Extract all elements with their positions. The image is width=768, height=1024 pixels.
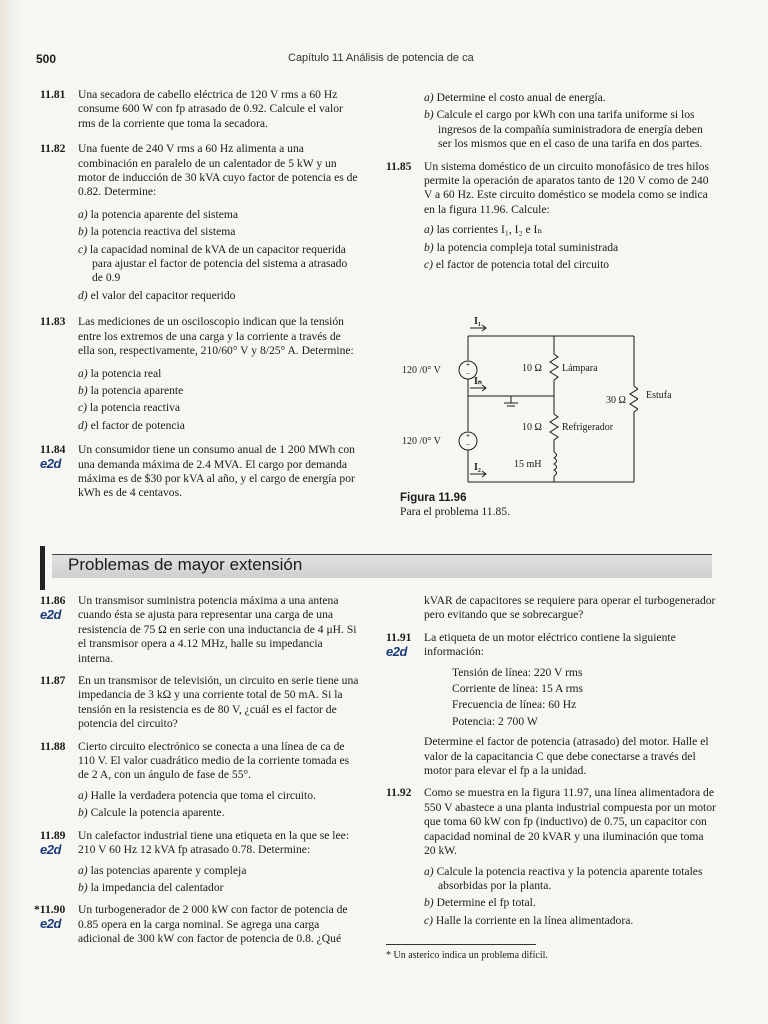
label-r2: 10 Ω: [522, 422, 542, 433]
problem-11-83: [40, 315, 360, 433]
section-bar: [40, 546, 45, 590]
list-item: c) la potencia reactiva: [78, 401, 181, 415]
problem-text: Una fuente de 240 V rms a 60 Hz alimenta a una combinación en paralelo de un calentador de 5 kW y un motor de inducción de 30 kVA cuyo factor de potencia es de 0.82. Determine:: [78, 142, 358, 199]
problem-number: 11.81: [40, 88, 66, 101]
problem-11-84: [40, 443, 360, 501]
problem-11-85: [386, 160, 716, 273]
problem-11-90-continued: kVAR de capacitores se requiere para operar el turbogenerador pero evitando que se sobrecargue?: [424, 594, 716, 622]
list-item: c) el factor de potencia total del circuito: [424, 258, 610, 272]
problem-text: Un turbogenerador de 2 000 kW con factor de potencia de 0.85 opera en la carga nominal. Se agrega una carga adicional de 300 kW con factor de potencia de 0.8. ¿Qué: [78, 903, 348, 946]
list-item: a) Calcule la potencia reactiva y la potencia aparente totales absorbidas por la planta.: [424, 864, 703, 892]
e2d-logo-icon: e2d: [40, 916, 61, 932]
motor-specs: [424, 666, 716, 730]
problem-text: Un consumidor tiene un consumo anual de 1 200 MWh con una demanda máxima de 2.4 MVA. El cargo por demanda máxima es de $30 por kVA al año, y el cargo de energía por kWh es de 4 centavos.: [78, 443, 355, 500]
problem-11-91: [386, 631, 716, 779]
figure-label: Figura 11.96: [400, 492, 467, 504]
list-item: a) las corrientes I₁, I₂ e Iₙ: [424, 223, 543, 237]
section-heading: [40, 546, 712, 580]
circuit-figure-11-96: [398, 310, 638, 490]
e2d-logo-icon: e2d: [40, 456, 61, 472]
right-column-bottom: [386, 594, 716, 936]
page-number: 500: [36, 52, 57, 66]
problem-11-84-items: [386, 91, 716, 152]
svg-text:−: −: [465, 369, 471, 378]
problem-11-86: [40, 594, 360, 666]
list-item: a) la potencia real: [78, 366, 162, 380]
list-item: a) las potencias aparente y compleja: [78, 863, 247, 877]
list-item: b) la impedancia del calentador: [78, 880, 224, 894]
chapter-title: Capítulo 11 Análisis de potencia de ca: [288, 52, 474, 64]
list-item: b) Determine el fp total.: [424, 896, 536, 910]
label-source-1: 120 /0° V: [402, 365, 441, 376]
problem-11-87: [40, 674, 360, 732]
spec-line: Tensión de línea: 220 V rms: [452, 665, 583, 679]
svg-text:+: +: [465, 360, 471, 369]
problem-11-89: [40, 829, 360, 896]
problem-11-88: [40, 740, 360, 821]
svg-text:−: −: [465, 440, 471, 449]
e2d-logo-icon: e2d: [40, 841, 61, 857]
label-lamp: Lámpara: [562, 363, 598, 374]
label-r3: 30 Ω: [606, 395, 626, 406]
footnote-text: * Un asterico indica un problema difícil.: [386, 950, 548, 961]
problem-number: 11.83: [40, 315, 66, 329]
spec-line: Potencia: 2 700 W: [452, 714, 538, 728]
list-item: b) la potencia compleja total suministrada: [424, 240, 619, 254]
left-column-top: [40, 88, 360, 509]
problem-number: 11.82: [40, 142, 66, 156]
problem-11-92: [386, 786, 716, 928]
label-r1: 10 Ω: [522, 363, 542, 374]
list-item: c) la capacidad nominal de kVA de un capacitor requerida para ajustar el factor de potencia del sistema a atrasado de 0.9: [78, 242, 348, 285]
problem-text: La etiqueta de un motor eléctrico contiene la siguiente información:: [424, 630, 676, 659]
right-column-top: [386, 88, 716, 280]
problem-number: *11.90: [34, 903, 66, 917]
problem-number: 11.88: [40, 739, 66, 753]
page-edge-shadow: [0, 0, 20, 1024]
problem-number: 11.92: [386, 786, 412, 800]
problem-text: Un sistema doméstico de un circuito monofásico de tres hilos permite la operación de aparatos tanto de 120 V como de 240 V a 60 Hz. Este circuito doméstico se modela como se indica en la figura 11.96. Calcule:: [424, 159, 709, 216]
problem-number: 11.85: [386, 159, 412, 173]
label-in: Iₙ: [474, 376, 482, 387]
problem-text: Cierto circuito electrónico se conecta a una línea de ca de 110 V. El valor cuadrático medio de la corriente tomada es de 2 A, con un ángulo de fase de 55°.: [78, 739, 350, 782]
problem-text: Una secadora de cabello eléctrica de 120 V rms a 60 Hz consume 600 W con fp atrasado de 0.92. Calcule el valor rms de la corriente que toma la secadora.: [78, 88, 343, 130]
problem-text: Como se muestra en la figura 11.97, una línea alimentadora de 550 V abastece a una planta industrial compuesta por un motor que toma 60 kW con fp (inductivo) de 0.75, un capacitor con capacidad nominal de 20 kVAR y una iluminación que toma 20 kW.: [424, 786, 716, 858]
problem-text: En un transmisor de televisión, un circuito en serie tiene una impedancia de 3 kΩ y una corriente total de 50 mA. Si la tensión en la resistencia es de 80 V, ¿cuál es el factor de potencia del circuito?: [78, 674, 359, 731]
footnote-rule: [386, 944, 536, 945]
list-item: d) el factor de potencia: [78, 418, 185, 432]
list-item: b) Calcule el cargo por kWh con una tarifa uniforme si los ingresos de la compañía suministradora de energía deben ser los mismos que en el caso de una tarifa en dos partes.: [424, 108, 703, 151]
list-item: b) la potencia aparente: [78, 383, 184, 397]
problem-number: 11.87: [40, 674, 66, 688]
svg-text:+: +: [465, 431, 471, 440]
problem-text: Un calefactor industrial tiene una etiqueta en la que se lee: 210 V 60 Hz 12 kVA fp atrasado 0.78. Determine:: [78, 828, 350, 857]
problem-text: Las mediciones de un osciloscopio indican que la tensión entre los extremos de una carga y la corriente a través de ella son, respectivamente, 210/60° V y 8/25° A. Determine:: [78, 315, 354, 358]
e2d-logo-icon: e2d: [386, 643, 407, 659]
section-title: Problemas de mayor extensión: [68, 555, 303, 574]
figure-caption-text: Para el problema 11.85.: [400, 505, 510, 518]
problem-11-90: [34, 903, 360, 946]
spec-line: Corriente de línea: 15 A rms: [452, 682, 584, 696]
list-item: d) el valor del capacitor requerido: [78, 288, 236, 302]
list-item: a) la potencia aparente del sistema: [78, 207, 239, 221]
list-item: a) Determine el costo anual de energía.: [424, 91, 606, 104]
list-item: b) la potencia reactiva del sistema: [78, 225, 236, 239]
problem-number: 11.84: [40, 443, 66, 457]
e2d-logo-icon: e2d: [40, 607, 61, 622]
problem-number: 11.86: [40, 594, 66, 607]
problem-11-81: [40, 88, 360, 131]
label-stove: Estufa: [646, 390, 672, 401]
label-fridge: Refrigerador: [562, 422, 614, 433]
label-i1: I₁: [474, 316, 481, 327]
label-i2: I₂: [474, 462, 481, 473]
figure-caption: [400, 491, 510, 519]
page-header: [0, 52, 768, 74]
problem-text-continued: Determine el factor de potencia (atrasado) del motor. Halle el valor de la capacitancia C que debe conectarse a través del motor para elevar el fp a la unidad.: [424, 735, 709, 778]
spec-line: Frecuencia de línea: 60 Hz: [452, 698, 577, 712]
label-l1: 15 mH: [514, 459, 542, 470]
list-item: a) Halle la verdadera potencia que toma el circuito.: [78, 788, 316, 802]
list-item: b) Calcule la potencia aparente.: [78, 806, 225, 820]
footnote: [386, 944, 706, 961]
problem-number: 11.89: [40, 828, 66, 842]
problem-number: 11.91: [386, 630, 412, 644]
problem-11-82: [40, 142, 360, 303]
left-column-bottom: [34, 594, 360, 955]
label-source-2: 120 /0° V: [402, 436, 441, 447]
problem-text: Un transmisor suministra potencia máxima a una antena cuando ésta se ajusta para representar una carga de una resistencia de 75 Ω en serie con una inductancia de 4 μH. Si el transmisor opera a 4.12 MHz, halle su impedancia interna.: [78, 594, 357, 665]
list-item: c) Halle la corriente en la línea alimentadora.: [424, 913, 634, 927]
